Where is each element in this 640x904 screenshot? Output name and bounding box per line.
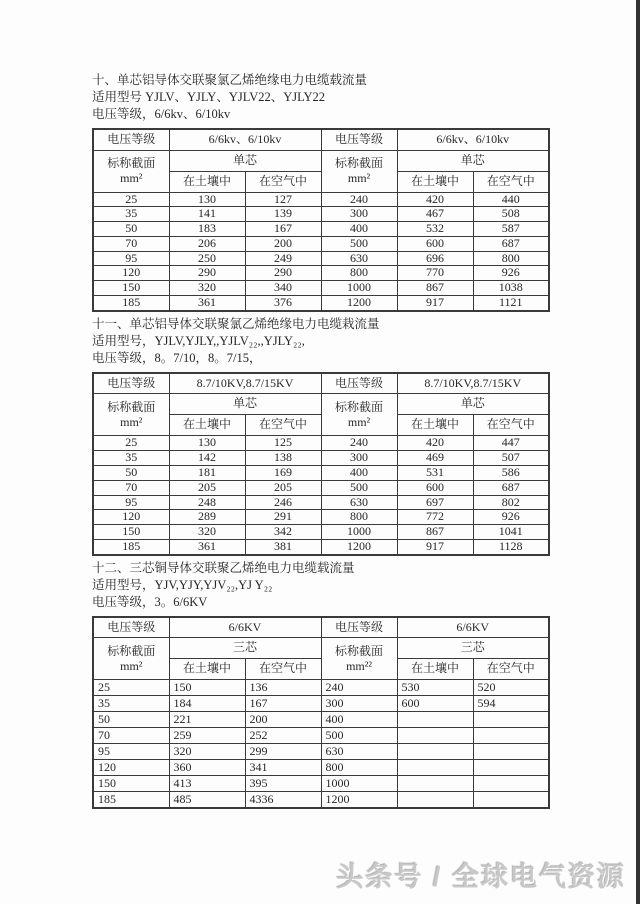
table-cell: 800	[321, 266, 397, 281]
table-cell: 594	[473, 696, 549, 712]
table-header-row	[93, 129, 549, 150]
table-cell: 630	[321, 495, 397, 510]
table-cell: 300	[321, 451, 397, 466]
table-row	[93, 207, 549, 222]
air-header-cell: 在空气中	[473, 171, 549, 192]
table-cell: 120	[93, 510, 169, 525]
table-cell: 183	[169, 222, 245, 237]
table-row	[93, 266, 549, 281]
table-cell: 289	[169, 510, 245, 525]
table-cell: 687	[473, 236, 549, 251]
table-cell: 185	[93, 296, 169, 311]
voltage-label-cell: 电压等级	[321, 129, 397, 150]
table-cell: 184	[169, 696, 245, 712]
table-cell	[397, 760, 473, 776]
section-label: 标称截面	[107, 156, 156, 170]
table-row	[93, 480, 549, 495]
table-cell: 507	[473, 451, 549, 466]
soil-header-cell: 在土壤中	[397, 171, 473, 192]
table-cell: 687	[473, 480, 549, 495]
table-cell: 532	[397, 222, 473, 237]
ampacity-table-10	[92, 128, 550, 312]
soil-header-cell: 在土壤中	[169, 415, 245, 436]
table-cell: 320	[169, 281, 245, 296]
table-cell: 1038	[473, 281, 549, 296]
table-cell: 926	[473, 266, 549, 281]
table-cell: 342	[245, 525, 321, 540]
section-unit-cell	[321, 638, 397, 680]
table-cell: 500	[321, 728, 397, 744]
voltage-value-cell: 6/6KV	[169, 617, 321, 638]
table-cell: 35	[93, 696, 169, 712]
table-cell: 250	[169, 251, 245, 266]
table-cell: 50	[93, 222, 169, 237]
table-row	[93, 436, 549, 451]
table-cell: 221	[169, 712, 245, 728]
table-cell: 206	[169, 236, 245, 251]
section-unit-cell	[321, 394, 397, 436]
table-cell: 35	[93, 207, 169, 222]
table-cell: 136	[245, 680, 321, 696]
table-cell: 1000	[321, 281, 397, 296]
table-cell: 802	[473, 495, 549, 510]
core-label-cell: 单芯	[169, 150, 321, 171]
table-cell: 95	[93, 744, 169, 760]
table-cell: 361	[169, 539, 245, 554]
table-cell: 867	[397, 525, 473, 540]
table-cell: 25	[93, 192, 169, 207]
section-11-model-line: 适用型号，YJLV,YJLY,,YJLV₂₂,,YJLY₂₂,	[92, 333, 305, 348]
table-cell: 400	[321, 222, 397, 237]
table-cell: 240	[321, 192, 397, 207]
table-header-row	[93, 150, 549, 171]
table-cell: 320	[169, 744, 245, 760]
table-cell: 35	[93, 451, 169, 466]
table-cell	[473, 776, 549, 792]
table-cell	[473, 760, 549, 776]
table-cell: 125	[245, 436, 321, 451]
table-cell: 1200	[321, 539, 397, 554]
table-row	[93, 744, 549, 760]
unit-label: mm²	[120, 171, 143, 185]
ampacity-table-11	[92, 372, 550, 556]
table-cell: 341	[245, 760, 321, 776]
table-cell: 600	[397, 480, 473, 495]
table-cell: 181	[169, 465, 245, 480]
table-row	[93, 192, 549, 207]
table-row	[93, 296, 549, 311]
table-row	[93, 539, 549, 554]
table-cell: 70	[93, 728, 169, 744]
table-cell: 800	[473, 251, 549, 266]
table-cell: 185	[93, 539, 169, 554]
table-cell: 130	[169, 192, 245, 207]
table-cell: 70	[93, 236, 169, 251]
table-cell: 95	[93, 251, 169, 266]
table-cell: 141	[169, 207, 245, 222]
table-cell: 926	[473, 510, 549, 525]
table-cell: 130	[169, 436, 245, 451]
table-cell: 520	[473, 680, 549, 696]
table-header-row	[93, 638, 549, 659]
table-row	[93, 728, 549, 744]
table-cell: 246	[245, 495, 321, 510]
section-label: 标称截面	[107, 399, 156, 414]
air-header-cell: 在空气中	[473, 415, 549, 436]
table-cell: 205	[169, 480, 245, 495]
table-cell: 400	[321, 712, 397, 728]
unit-label: mm²	[347, 171, 371, 185]
section-label: 标称截面	[334, 156, 383, 170]
table-cell: 600	[397, 696, 473, 712]
table-cell: 360	[169, 760, 245, 776]
table-header-row	[93, 394, 549, 415]
table-row	[93, 680, 549, 696]
table-cell: 249	[245, 251, 321, 266]
table-cell: 300	[321, 696, 397, 712]
air-header-cell: 在空气中	[473, 659, 549, 680]
table-cell: 50	[93, 465, 169, 480]
table-cell	[473, 712, 549, 728]
table-cell: 395	[245, 776, 321, 792]
table-cell: 1200	[321, 296, 397, 311]
table-cell: 413	[169, 776, 245, 792]
table-cell: 420	[397, 436, 473, 451]
air-header-cell: 在空气中	[245, 415, 321, 436]
table-row	[93, 222, 549, 237]
table-header-row	[93, 617, 549, 638]
table-cell: 1200	[321, 792, 397, 808]
table-cell: 150	[169, 680, 245, 696]
table-row	[93, 525, 549, 540]
section-unit-cell	[93, 638, 169, 680]
table-cell: 200	[245, 236, 321, 251]
section-unit-cell	[321, 150, 397, 192]
unit-label: mm²	[347, 414, 371, 429]
table-cell: 25	[93, 436, 169, 451]
table-cell	[397, 776, 473, 792]
table-cell: 50	[93, 712, 169, 728]
table-cell: 440	[473, 192, 549, 207]
table-cell: 697	[397, 495, 473, 510]
unit-label: mm²²	[346, 658, 372, 673]
table-cell: 447	[473, 436, 549, 451]
table-row	[93, 495, 549, 510]
voltage-label-cell: 电压等级	[93, 373, 169, 394]
section-unit-cell	[93, 394, 169, 436]
table-cell: 120	[93, 266, 169, 281]
table-cell: 142	[169, 451, 245, 466]
table-cell: 200	[245, 712, 321, 728]
table-row	[93, 281, 549, 296]
table-cell: 4336	[245, 792, 321, 808]
table-cell: 25	[93, 680, 169, 696]
table-cell: 772	[397, 510, 473, 525]
right-edge-bar	[636, 0, 640, 904]
table-cell	[473, 728, 549, 744]
table-cell: 185	[93, 792, 169, 808]
table-cell: 205	[245, 480, 321, 495]
table-cell: 167	[245, 222, 321, 237]
table-cell: 381	[245, 539, 321, 554]
table-cell: 867	[397, 281, 473, 296]
voltage-value-cell: 8.7/10KV,8.7/15KV	[397, 373, 549, 394]
table-cell: 586	[473, 465, 549, 480]
table-row	[93, 712, 549, 728]
table-cell	[397, 728, 473, 744]
section-label: 标称截面	[334, 399, 383, 414]
unit-label: mm²	[120, 658, 143, 673]
air-header-cell: 在空气中	[245, 171, 321, 192]
table-cell: 630	[321, 744, 397, 760]
table-cell: 300	[321, 207, 397, 222]
voltage-label-cell: 电压等级	[321, 617, 397, 638]
table-cell: 400	[321, 465, 397, 480]
section-11-voltage-line: 电压等级，8。7/10，8。7/15，	[92, 350, 262, 365]
table-cell: 587	[473, 222, 549, 237]
soil-header-cell: 在土壤中	[397, 415, 473, 436]
unit-label: mm²	[120, 414, 143, 429]
table-cell: 800	[321, 760, 397, 776]
table-cell: 259	[169, 728, 245, 744]
section-label: 标称截面	[107, 643, 156, 658]
voltage-value-cell: 6/6kv、6/10kv	[397, 129, 549, 150]
table-cell: 696	[397, 251, 473, 266]
table-cell: 127	[245, 192, 321, 207]
table-cell: 169	[245, 465, 321, 480]
core-label-cell: 三芯	[397, 638, 549, 659]
table-cell	[473, 792, 549, 808]
table-row	[93, 696, 549, 712]
voltage-value-cell: 6/6KV	[397, 617, 549, 638]
table-row	[93, 451, 549, 466]
table-cell: 770	[397, 266, 473, 281]
ampacity-table-12	[92, 616, 550, 809]
table-cell: 1121	[473, 296, 549, 311]
table-cell: 150	[93, 525, 169, 540]
table-cell: 138	[245, 451, 321, 466]
table-cell: 508	[473, 207, 549, 222]
table-cell: 291	[245, 510, 321, 525]
table-cell: 240	[321, 680, 397, 696]
table-cell: 120	[93, 760, 169, 776]
section-12-voltage-line: 电压等级，3。6/6KV	[92, 594, 208, 609]
table-cell: 530	[397, 680, 473, 696]
table-row	[93, 465, 549, 480]
table-cell: 252	[245, 728, 321, 744]
section-12-model-line: 适用型号，YJV,YJY,YJV₂₂,YJ Y₂₂	[92, 577, 273, 592]
table-cell: 376	[245, 296, 321, 311]
table-cell: 320	[169, 525, 245, 540]
table-cell: 95	[93, 495, 169, 510]
table-cell: 290	[245, 266, 321, 281]
table-cell: 150	[93, 281, 169, 296]
table-cell: 150	[93, 776, 169, 792]
section-10-title: 十、单芯铝导体交联聚氯乙烯绝缘电力电缆载流量	[92, 73, 368, 87]
table-cell: 600	[397, 236, 473, 251]
table-header-row	[93, 373, 549, 394]
watermark-text: 头条号 / 全球电气资源	[336, 862, 626, 892]
soil-header-cell: 在土壤中	[397, 659, 473, 680]
table-cell: 1041	[473, 525, 549, 540]
table-cell: 917	[397, 539, 473, 554]
section-12-title: 十二、三芯铜导体交联聚乙烯绝电力电缆载流量	[92, 560, 355, 575]
table-row	[93, 760, 549, 776]
document-content	[92, 72, 550, 813]
table-row	[93, 251, 549, 266]
table-cell	[397, 744, 473, 760]
table-cell: 361	[169, 296, 245, 311]
section-unit-cell	[93, 150, 169, 192]
section-label: 标称截面	[334, 643, 383, 658]
voltage-label-cell: 电压等级	[93, 129, 169, 150]
core-label-cell: 单芯	[169, 394, 321, 415]
table-cell: 70	[93, 480, 169, 495]
voltage-value-cell: 8.7/10KV,8.7/15KV	[169, 373, 321, 394]
table-cell: 240	[321, 436, 397, 451]
table-cell: 531	[397, 465, 473, 480]
voltage-label-cell: 电压等级	[93, 617, 169, 638]
soil-header-cell: 在土壤中	[169, 171, 245, 192]
table-cell	[397, 792, 473, 808]
voltage-label-cell: 电压等级	[321, 373, 397, 394]
voltage-value-cell: 6/6kv、6/10kv	[169, 129, 321, 150]
core-label-cell: 三芯	[169, 638, 321, 659]
table-cell: 469	[397, 451, 473, 466]
section-10-model-line: 适用型号 YJLV、YJLY、YJLV22、YJLY22	[92, 90, 326, 104]
table-cell: 248	[169, 495, 245, 510]
table-row	[93, 792, 549, 808]
table-cell	[473, 744, 549, 760]
table-cell: 500	[321, 236, 397, 251]
table-cell: 1000	[321, 525, 397, 540]
table-cell: 340	[245, 281, 321, 296]
table-cell: 500	[321, 480, 397, 495]
table-cell: 299	[245, 744, 321, 760]
table-cell: 630	[321, 251, 397, 266]
table-cell: 1000	[321, 776, 397, 792]
table-cell: 420	[397, 192, 473, 207]
soil-header-cell: 在土壤中	[169, 659, 245, 680]
table-cell	[397, 712, 473, 728]
table-cell: 290	[169, 266, 245, 281]
air-header-cell: 在空气中	[245, 659, 321, 680]
section-11-title: 十一、单芯铝导体交联聚氯乙烯绝缘电力电缆栽流量	[92, 316, 380, 331]
table-cell: 485	[169, 792, 245, 808]
table-row	[93, 236, 549, 251]
core-label-cell: 单芯	[397, 150, 549, 171]
table-cell: 139	[245, 207, 321, 222]
table-row	[93, 776, 549, 792]
table-row	[93, 510, 549, 525]
table-cell: 800	[321, 510, 397, 525]
table-cell: 167	[245, 696, 321, 712]
table-cell: 467	[397, 207, 473, 222]
table-cell: 917	[397, 296, 473, 311]
table-cell: 1128	[473, 539, 549, 554]
core-label-cell: 单芯	[397, 394, 549, 415]
section-10-voltage-line: 电压等级，6/6kv、6/10kv	[92, 107, 231, 121]
